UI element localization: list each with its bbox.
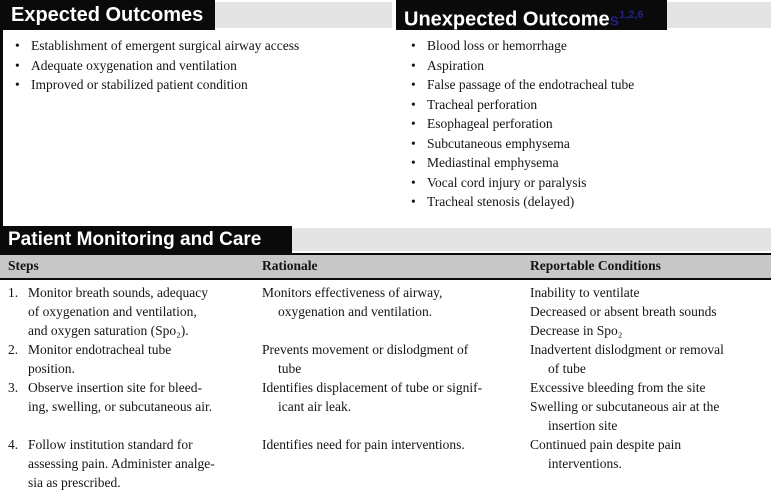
gray-strip xyxy=(292,228,771,251)
unexpected-outcomes-title-s: s xyxy=(609,10,620,30)
patient-monitoring-header xyxy=(0,226,292,253)
table-row xyxy=(8,283,771,340)
expected-outcomes-title: Expected Outcomes xyxy=(11,4,204,26)
rationale-cell: Prevents movement or dislodgment of tube xyxy=(262,342,469,376)
steps-cell: 2. Monitor endotracheal tube position. xyxy=(8,342,172,376)
table-body xyxy=(0,280,771,492)
step-number: 2. xyxy=(8,342,19,357)
step-number: 3. xyxy=(8,380,19,395)
gray-strip xyxy=(667,2,771,28)
expected-outcomes-list xyxy=(3,36,395,95)
unexpected-outcomes-title: Unexpected Outcome xyxy=(404,8,610,31)
column-header-reportable-conditions: Reportable Conditions xyxy=(530,258,661,273)
patient-monitoring-section xyxy=(0,226,771,492)
list-item: • Tracheal perforation xyxy=(399,95,772,115)
table-row xyxy=(8,378,771,435)
reference-superscript: 1,2,6 xyxy=(619,9,644,21)
patient-monitoring-title: Patient Monitoring and Care xyxy=(8,229,262,250)
column-header-rationale: Rationale xyxy=(262,258,318,273)
list-item: • Aspiration xyxy=(399,56,772,76)
steps-cell: 4. Follow institution standard for assessing pain. Administer analge- sia as prescribed. xyxy=(8,437,215,490)
reportable-conditions-cell: Inability to ventilate Decreased or absent breath sounds Decrease in Spo₂ xyxy=(530,285,717,338)
list-item: • Adequate oxygenation and ventilation xyxy=(3,56,395,76)
list-item: • Subcutaneous emphysema xyxy=(399,134,772,154)
rationale-cell: Identifies displacement of tube or signif- icant air leak. xyxy=(262,380,483,414)
rationale-cell: Monitors effectiveness of airway, oxygenation and ventilation. xyxy=(262,285,443,319)
expected-outcomes-column xyxy=(3,30,395,95)
table-row xyxy=(8,340,771,378)
outcomes-section xyxy=(0,0,771,226)
unexpected-outcomes-header xyxy=(396,0,667,30)
reportable-conditions-cell: Excessive bleeding from the site Swelling or subcutaneous air at the insertion site xyxy=(530,380,720,433)
expected-outcomes-header xyxy=(3,0,215,30)
steps-cell: 1. Monitor breath sounds, adequacy of oxygenation and ventilation, and oxygen saturation (Spo₂). xyxy=(8,285,208,338)
table-header-row xyxy=(0,253,771,280)
reportable-conditions-cell: Inadvertent dislodgment or removal of tube xyxy=(530,342,724,376)
list-item: • Establishment of emergent surgical airway access xyxy=(3,36,395,56)
list-item: • Vocal cord injury or paralysis xyxy=(399,173,772,193)
step-number: 1. xyxy=(8,285,19,300)
list-item: • Improved or stabilized patient condition xyxy=(3,75,395,95)
unexpected-outcomes-list xyxy=(399,36,772,212)
list-item: • Mediastinal emphysema xyxy=(399,153,772,173)
step-number: 4. xyxy=(8,437,19,452)
reportable-conditions-cell: Continued pain despite pain interventions. xyxy=(530,437,682,471)
list-item: • Esophageal perforation xyxy=(399,114,772,134)
list-item: • False passage of the endotracheal tube xyxy=(399,75,772,95)
table-row xyxy=(8,435,771,492)
outcomes-header-row xyxy=(3,0,771,30)
column-header-steps: Steps xyxy=(8,258,39,273)
list-item: • Blood loss or hemorrhage xyxy=(399,36,772,56)
rationale-cell: Identifies need for pain interventions. xyxy=(262,437,465,452)
unexpected-outcomes-column xyxy=(399,30,772,212)
list-item: • Tracheal stenosis (delayed) xyxy=(399,192,772,212)
patient-monitoring-header-row xyxy=(0,226,771,253)
steps-cell: 3. Observe insertion site for bleed- ing, swelling, or subcutaneous air. xyxy=(8,380,213,414)
gray-strip xyxy=(215,2,392,28)
